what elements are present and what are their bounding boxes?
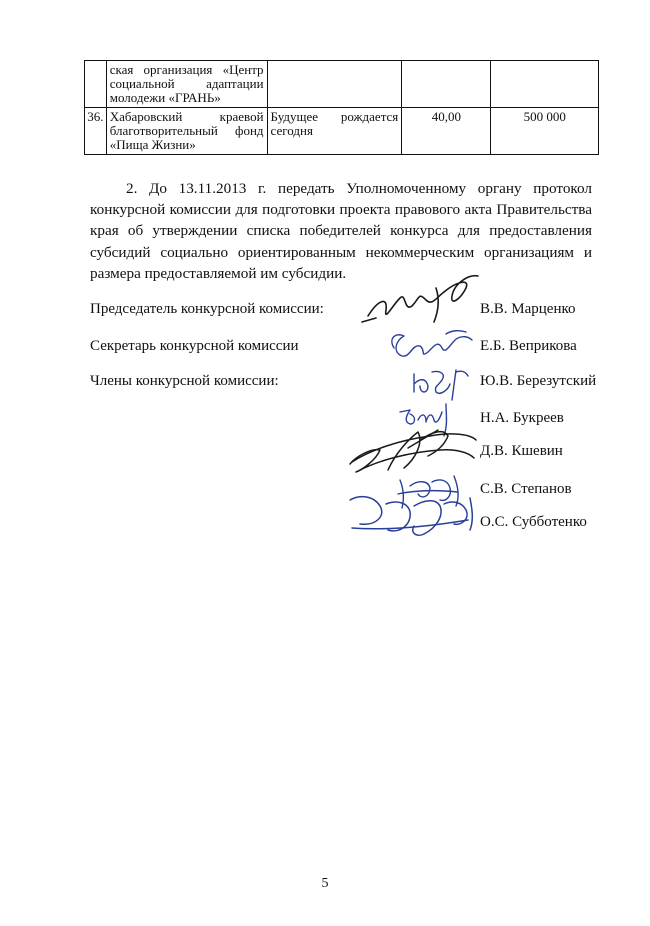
secretary-name: Е.Б. Веприкова	[480, 338, 577, 354]
member-signature-row	[0, 443, 650, 467]
amount-cell: 40,00	[402, 108, 491, 155]
secretary-role-label: Секретарь конкурсной комиссии	[90, 338, 299, 354]
member-name: С.В. Степанов	[480, 481, 572, 497]
project-cell	[267, 61, 402, 108]
grants-table	[84, 60, 599, 155]
member-signature-row	[0, 410, 650, 434]
sum-cell: 500 000	[491, 108, 599, 155]
amount-cell	[402, 61, 491, 108]
row-number-cell	[85, 61, 107, 108]
member-signature-row	[0, 514, 650, 538]
table-row	[85, 61, 599, 108]
organization-cell: Хабаровский краевой благотворительный фонд «Пища Жизни»	[106, 108, 267, 155]
organization-cell: ская организация «Центр социальной адаптации молодежи «ГРАНЬ»	[106, 61, 267, 108]
chair-signature-row	[0, 301, 650, 325]
member-name: Ю.В. Березутский	[480, 373, 597, 389]
secretary-signature-row	[0, 338, 650, 362]
page-number: 5	[321, 876, 329, 891]
member-signature-row	[0, 373, 650, 397]
member-signature-row	[0, 481, 650, 505]
project-cell: Будущее рождается сегодня	[267, 108, 402, 155]
sum-cell	[491, 61, 599, 108]
members-role-label: Члены конкурсной комиссии:	[90, 373, 279, 389]
chair-name: В.В. Марценко	[480, 301, 576, 317]
member-name: Н.А. Букреев	[480, 410, 564, 426]
member-name: Д.В. Кшевин	[480, 443, 563, 459]
chair-role-label: Председатель конкурсной комиссии:	[90, 301, 324, 317]
member-name: О.С. Субботенко	[480, 514, 587, 530]
instruction-paragraph	[90, 178, 592, 284]
row-number-cell: 36.	[85, 108, 107, 155]
paragraph-text: 2. До 13.11.2013 г. передать Уполномоченному органу протокол конкурсной комиссии для подготовки проекта правового акта Правительства края об утверждении списка победителей конкурса для предоставления субсидий социально ориентированным некоммерческим организациям и размера предоставляемой им субсидии.	[90, 180, 592, 282]
table-row	[85, 108, 599, 155]
